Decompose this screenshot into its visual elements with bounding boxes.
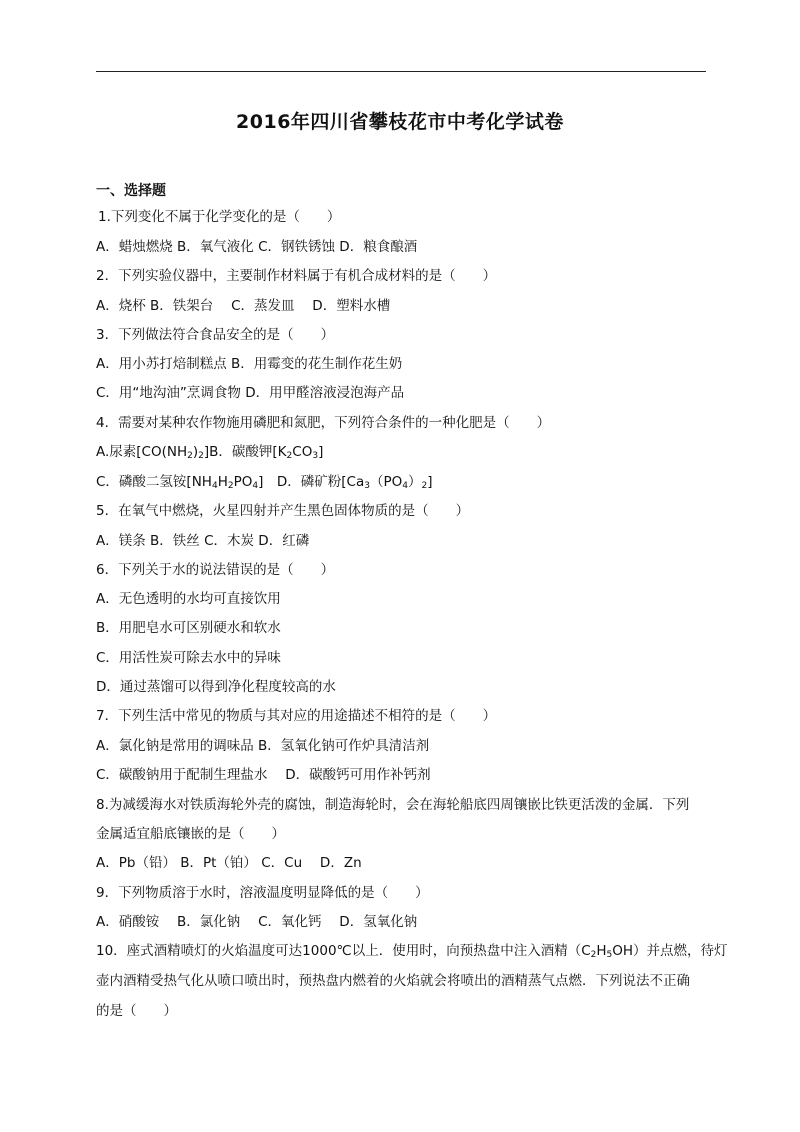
question-2: 2．下列实验仪器中，主要制作材料属于有机合成材料的是（ ） — [96, 268, 497, 284]
q4-a-sub: 2 — [187, 451, 193, 461]
q4-b-end: ] — [318, 444, 324, 460]
question-10-line-2: 壶内酒精受热气化从喷口喷出时，预热盘内燃着的火焰就会将喷出的酒精蒸气点燃．下列说法不正确 — [96, 973, 690, 989]
q10-text-b: OH）并点燃，待灯 — [612, 943, 728, 959]
q4-d-sub: 3 — [364, 481, 370, 491]
q4-c-mid: H — [217, 474, 228, 490]
question-7-options-ab: A．氯化钠是常用的调味品 B．氢氧化钠可作炉具清洁剂 — [96, 738, 430, 754]
question-6: 6．下列关于水的说法错误的是（ ） — [96, 562, 335, 578]
q4-d-end: ] — [427, 474, 433, 490]
question-8-line-2: 金属适宜船底镶嵌的是（ ） — [96, 826, 285, 842]
question-3-options-cd: C．用“地沟油”烹调食物 D．用甲醛溶液浸泡海产品 — [96, 385, 405, 401]
question-1: 1.下列变化不属于化学变化的是（ ） — [98, 209, 341, 225]
question-9-options: A．硝酸铵 B．氯化钠 C．氧化钙 D．氢氧化钠 — [96, 914, 418, 930]
page-title: 2016年四川省攀枝花市中考化学试卷 — [236, 111, 564, 133]
q10-text-a: 10．座式酒精喷灯的火焰温度可达1000℃以上．使用时，向预热盘中注入酒精（C — [96, 943, 591, 959]
q4-d-sub3: 2 — [421, 481, 428, 491]
question-5: 5．在氧气中燃烧，火星四射并产生黑色固体物质的是（ ） — [96, 503, 470, 519]
question-10-line-1 — [96, 942, 728, 960]
question-6-option-d: D．通过蒸馏可以得到净化程度较高的水 — [96, 679, 336, 695]
q10-sub-1: 2 — [590, 950, 597, 960]
q4-c-sub: 4 — [211, 481, 218, 491]
question-7-options-cd: C．碳酸钠用于配制生理盐水 D．碳酸钙可用作补钙剂 — [96, 767, 431, 783]
question-6-option-a: A．无色透明的水均可直接饮用 — [96, 591, 281, 607]
question-4-options-cd — [96, 473, 708, 491]
question-9: 9．下列物质溶于水时，溶液温度明显降低的是（ ） — [96, 885, 429, 901]
q10-mid-1: H — [596, 943, 607, 959]
question-3: 3．下列做法符合食品安全的是（ ） — [96, 327, 335, 343]
q4-a-label: A.尿素[CO(NH — [96, 444, 188, 460]
question-3-options-ab: A．用小苏打焙制糕点 B．用霉变的花生制作花生奶 — [96, 356, 403, 372]
question-8-options: A．Pb（铅） B．Pt（铂） C．Cu D．Zn — [96, 855, 362, 871]
q4-b-sub: 2 — [286, 451, 293, 461]
question-4: 4．需要对某种农作物施用磷肥和氮肥，下列符合条件的一种化肥是（ ） — [96, 415, 551, 431]
question-6-option-b: B．用肥皂水可区别硬水和软水 — [96, 620, 281, 636]
question-8-line-1: 8.为减缓海水对铁质海轮外壳的腐蚀，制造海轮时，会在海轮船底四周镶嵌比铁更活泼的金属．下列 — [96, 797, 690, 813]
q4-c-label: C．磷酸二氢铵[NH — [96, 474, 212, 490]
header-rule — [96, 71, 706, 72]
q10-sub-2: 5 — [606, 950, 613, 960]
question-2-options: A．烧杯 B．铁架台 C．蒸发皿 D．塑料水槽 — [96, 298, 391, 314]
question-7: 7．下列生活中常见的物质与其对应的用途描述不相符的是（ ） — [96, 708, 497, 724]
q4-a-sub2: 2 — [198, 451, 204, 461]
q4-a-end: ) — [192, 444, 199, 460]
question-6-option-c: C．用活性炭可除去水中的异味 — [96, 650, 281, 666]
question-10-line-3: 的是（ ） — [96, 1003, 177, 1019]
q4-c-end: ] D．磷矿粉[Ca — [258, 474, 365, 490]
q4-c-sub2: 2 — [227, 481, 234, 491]
q4-b-label: ]B．碳酸钾[K — [203, 444, 287, 460]
q4-d-mid2: ） — [407, 474, 422, 490]
section-heading: 一、选择题 — [96, 183, 166, 199]
q4-d-mid: （PO — [369, 474, 403, 490]
q4-b-mid: CO — [292, 444, 313, 460]
q4-c-sub3: 4 — [252, 481, 259, 491]
q4-b-sub2: 3 — [312, 451, 319, 461]
q4-c-mid2: PO — [233, 474, 253, 490]
q4-d-sub2: 4 — [402, 481, 408, 491]
question-5-options: A．镁条 B．铁丝 C．木炭 D．红磷 — [96, 533, 310, 549]
question-4-options-ab — [96, 443, 708, 461]
question-1-options: A．蜡烛燃烧 B．氧气液化 C．钢铁锈蚀 D．粮食酿酒 — [96, 239, 418, 255]
